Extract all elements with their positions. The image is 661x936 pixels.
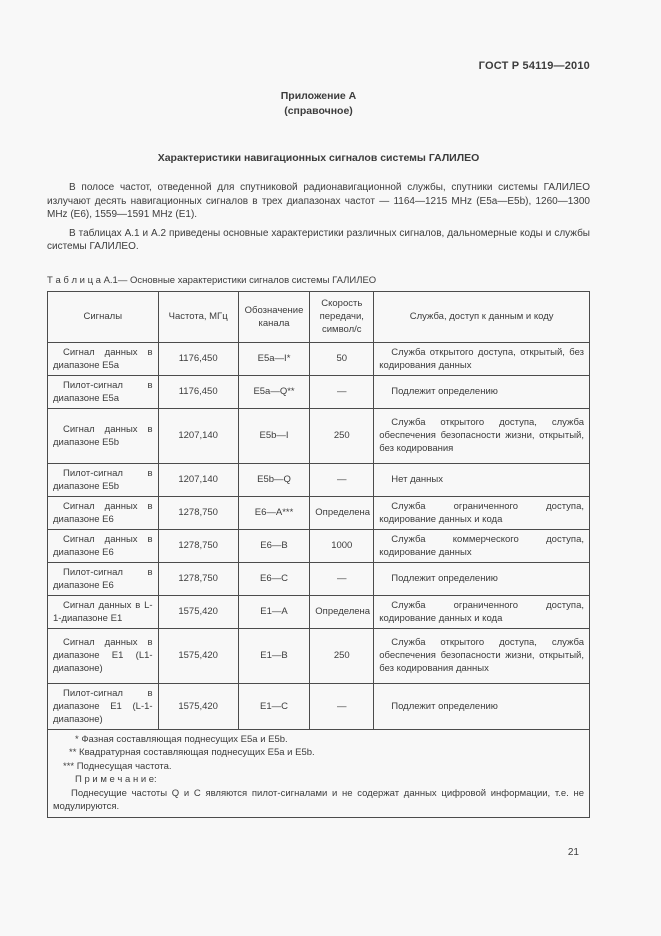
body-text [47, 181, 590, 254]
column-header-rate: Скорость передачи, символ/с [310, 291, 374, 342]
service-cell: Служба открытого доступа, служба обеспечения безопасности жизни, открытый, без кодирования [374, 408, 590, 463]
rate-cell: — [310, 463, 374, 496]
table-row [48, 496, 590, 529]
signal-cell: Сигнал данных в диапазоне Е6 [48, 496, 159, 529]
service-cell: Служба коммерческого доступа, кодирование данных [374, 529, 590, 562]
frequency-cell: 1278,750 [158, 562, 238, 595]
appendix-label: Приложение А [280, 90, 357, 102]
table-row [48, 529, 590, 562]
table-caption [47, 275, 590, 286]
table-footnote-row [48, 729, 590, 817]
rate-cell: — [310, 683, 374, 729]
column-header-frequency: Частота, МГц [158, 291, 238, 342]
rate-cell: 250 [310, 628, 374, 683]
channel-cell: Е5b—I [238, 408, 310, 463]
table-caption-label: Т а б л и ц а А.1— [47, 274, 128, 286]
signal-cell: Пилот-сигнал в диапазоне Е5b [48, 463, 159, 496]
frequency-cell: 1575,420 [158, 595, 238, 628]
body-paragraph: В таблицах А.1 и А.2 приведены основные характеристики различных сигналов, дальномерные коды и службы системы ГАЛИЛЕО. [47, 227, 590, 252]
signal-cell: Сигнал данных в диапазоне Е5b [48, 408, 159, 463]
frequency-cell: 1575,420 [158, 683, 238, 729]
table-row [48, 628, 590, 683]
table-row [48, 408, 590, 463]
rate-cell: Определена [310, 595, 374, 628]
channel-cell: Е1—С [238, 683, 310, 729]
frequency-cell: 1207,140 [158, 408, 238, 463]
footnote-line: * Фазная составляющая поднесущих Е5а и Е5b. [75, 733, 288, 745]
signal-cell: Пилот-сигнал в диапазоне Е5а [48, 375, 159, 408]
signal-cell: Пилот-сигнал в диапазоне Е1 (L-1-диапазоне) [48, 683, 159, 729]
service-cell: Подлежит определению [374, 375, 590, 408]
service-cell: Служба ограниченного доступа, кодирование данных и кода [374, 595, 590, 628]
frequency-cell: 1278,750 [158, 496, 238, 529]
appendix-note: (справочное) [284, 105, 353, 117]
appendix-heading [47, 89, 590, 119]
page-title: Характеристики навигационных сигналов системы ГАЛИЛЕО [157, 152, 480, 164]
channel-cell: Е6—А*** [238, 496, 310, 529]
rate-cell: — [310, 562, 374, 595]
rate-cell: 1000 [310, 529, 374, 562]
frequency-cell: 1575,420 [158, 628, 238, 683]
footnote-cell [48, 729, 590, 817]
frequency-cell: 1207,140 [158, 463, 238, 496]
frequency-cell: 1176,450 [158, 375, 238, 408]
note-label: П р и м е ч а н и е: [75, 774, 157, 785]
channel-cell: Е5а—I* [238, 342, 310, 375]
service-cell: Подлежит определению [374, 683, 590, 729]
service-cell: Служба открытого доступа, служба обеспечения безопасности жизни, открытый, без кодирования данных [374, 628, 590, 683]
rate-cell: 50 [310, 342, 374, 375]
doc-number: ГОСТ Р 54119—2010 [478, 60, 590, 72]
table-row [48, 683, 590, 729]
channel-cell: Е5а—Q** [238, 375, 310, 408]
body-paragraph: В полосе частот, отведенной для спутниковой радионавигационной службы, спутники системы ГАЛИЛЕО излучают десять навигационных сигналов в трех диапазонах частот — 1164—1215 MHz (Е5а—Е5b), 1260—1300 MHz (Е6), 1559—1591 MHz (Е1). [47, 182, 590, 220]
column-header-channel: Обозначение канала [238, 291, 310, 342]
signal-cell: Сигнал данных в диапазоне Е1 (L1-диапазоне) [48, 628, 159, 683]
service-cell: Нет данных [374, 463, 590, 496]
signal-cell: Сигнал данных в диапазоне Е6 [48, 529, 159, 562]
signals-table [47, 291, 590, 818]
table-row [48, 562, 590, 595]
signal-cell: Сигнал данных в диапазоне Е5а [48, 342, 159, 375]
signal-cell: Сигнал данных в L-1-диапазоне Е1 [48, 595, 159, 628]
channel-cell: Е6—С [238, 562, 310, 595]
page-number: 21 [567, 846, 579, 858]
rate-cell: Определена [310, 496, 374, 529]
table-row [48, 463, 590, 496]
table-row [48, 375, 590, 408]
service-cell: Подлежит определению [374, 562, 590, 595]
frequency-cell: 1176,450 [158, 342, 238, 375]
rate-cell: — [310, 375, 374, 408]
channel-cell: Е6—В [238, 529, 310, 562]
note-text: Поднесущие частоты Q и С являются пилот-сигналами и не содержат данных цифровой информации, т.е. не модулируются. [53, 787, 584, 812]
signal-cell: Пилот-сигнал в диапазоне Е6 [48, 562, 159, 595]
table-row [48, 342, 590, 375]
service-cell: Служба открытого доступа, открытый, без кодирования данных [374, 342, 590, 375]
table-header-row [48, 291, 590, 342]
table-row [48, 595, 590, 628]
rate-cell: 250 [310, 408, 374, 463]
column-header-service: Служба, доступ к данным и коду [374, 291, 590, 342]
service-cell: Служба ограниченного доступа, кодирование данных и кода [374, 496, 590, 529]
channel-cell: Е5b—Q [238, 463, 310, 496]
table-caption-text: Основные характеристики сигналов системы ГАЛИЛЕО [129, 274, 377, 286]
footnote-line: *** Поднесущая частота. [63, 760, 172, 772]
column-header-signals: Сигналы [48, 291, 159, 342]
channel-cell: Е1—В [238, 628, 310, 683]
footnote-line: ** Квадратурная составляющая поднесущих Е5а и Е5b. [69, 747, 315, 758]
channel-cell: Е1—А [238, 595, 310, 628]
frequency-cell: 1278,750 [158, 529, 238, 562]
